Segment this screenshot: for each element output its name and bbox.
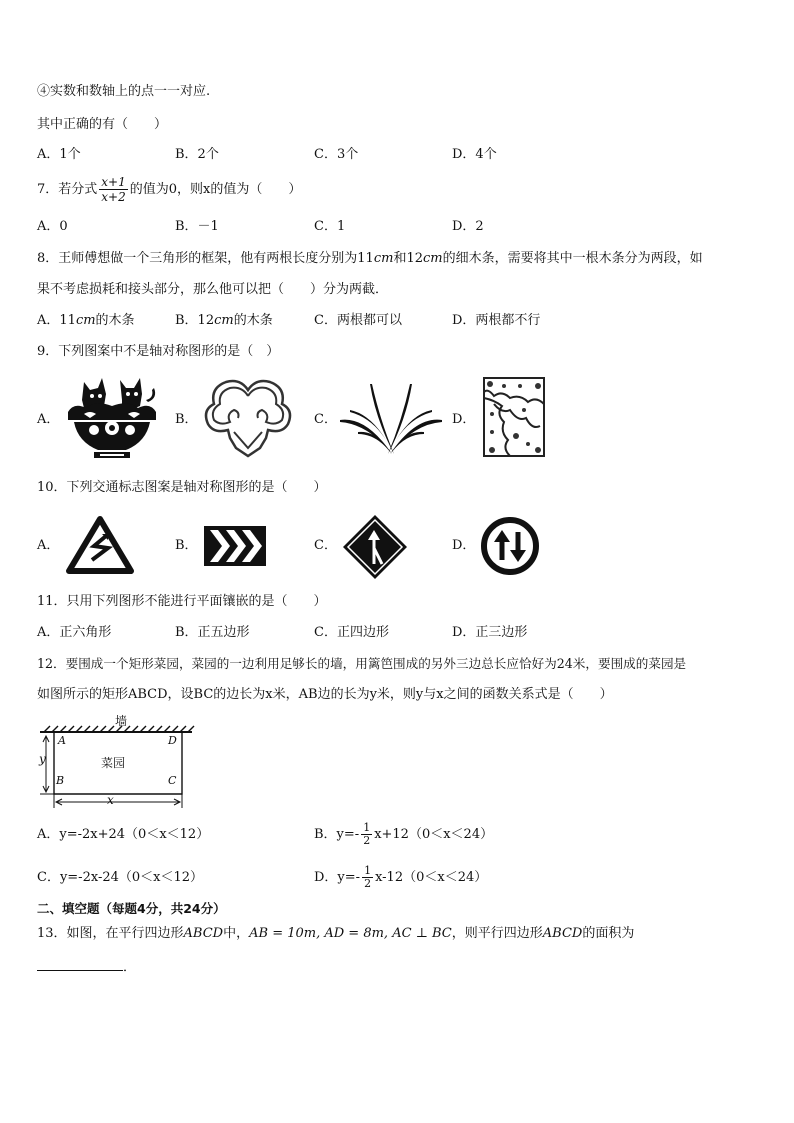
q12-opt-b-num: 1 xyxy=(363,821,371,834)
q10-stem: 10．下列交通标志图案是轴对称图形的是（ ） xyxy=(37,480,327,495)
q11-option-d: D．正三边形 xyxy=(452,625,528,640)
q12-opt-d-post: x-12（0＜x＜24） xyxy=(375,870,488,885)
q12-opt-b-post: x+12（0＜x＜24） xyxy=(374,827,494,842)
q13-mid-2: ，则平行四边形 xyxy=(451,926,543,941)
q12-option-b xyxy=(314,818,493,852)
q11-option-a: A．正六角形 xyxy=(37,625,112,640)
q8-option-a xyxy=(37,312,135,330)
q8-line2: 果不考虑损耗和接头部分，那么他可以把（ ）分为两截． xyxy=(37,282,389,297)
q13-answer-blank[interactable] xyxy=(37,958,123,971)
q7-frac-num: x+1 xyxy=(101,175,126,189)
q9-stem: 9．下列图案中不是轴对称图形的是（ ） xyxy=(37,344,280,359)
q8-text-b: 和12 xyxy=(393,251,423,266)
q12-option-d xyxy=(314,861,487,895)
wall-label: 墙 xyxy=(115,714,128,728)
q8-opt-a-unit: cm xyxy=(75,313,96,328)
vertex-d-label: D xyxy=(168,734,177,747)
q9-label-a: A． xyxy=(37,412,60,427)
q13-condition: AB = 10m, AD = 8m, AC ⊥ BC xyxy=(249,926,452,941)
q13-end: ． xyxy=(123,960,137,975)
q8-option-d: D．两根都不行 xyxy=(452,313,541,328)
q8-line1 xyxy=(37,250,703,268)
q6-option-a: A．1个 xyxy=(37,147,81,162)
q12-opt-b-fraction xyxy=(361,822,372,847)
two-way-traffic-sign-icon xyxy=(480,516,540,576)
q8-text-c: 的细木条，需要将其中一根木条分为两段，如 xyxy=(442,251,703,266)
q7-option-b: B．－1 xyxy=(175,219,219,234)
q13-post: 的面积为 xyxy=(582,926,635,941)
q11-stem: 11．只用下列图形不能进行平面镶嵌的是（ ） xyxy=(37,594,327,609)
q7-fraction xyxy=(99,175,127,204)
q9-label-c: C． xyxy=(314,412,337,427)
q13-mid-1: 中， xyxy=(223,926,250,941)
corner-ornament-icon xyxy=(480,374,548,460)
q12-opt-d-num: 1 xyxy=(364,864,372,877)
q8-opt-a-post: 的木条 xyxy=(95,313,135,328)
q8-unit-2: cm xyxy=(422,251,443,266)
q8-option-c: C．两根都可以 xyxy=(314,313,402,328)
q7-suffix: 的值为0，则x的值为（ ） xyxy=(129,182,302,197)
q7-option-c: C．1 xyxy=(314,219,346,234)
q12-opt-d-fraction xyxy=(362,865,373,890)
q7-prefix: 7．若分式 xyxy=(37,182,98,197)
q12-option-a: A．y=-2x+24（0＜x＜12） xyxy=(37,827,210,842)
q7-option-d: D．2 xyxy=(452,219,484,234)
q9-label-b: B． xyxy=(175,412,198,427)
q8-option-b xyxy=(175,312,273,330)
vertex-c-label: C xyxy=(168,774,177,787)
q11-option-c: C．正四边形 xyxy=(314,625,389,640)
q10-label-b: B． xyxy=(175,538,198,553)
q13-abcd-1: ABCD xyxy=(183,926,224,941)
q6-item4: ④实数和数轴上的点一一对应. xyxy=(37,84,211,99)
q12-opt-d-den: 2 xyxy=(364,877,372,890)
chevron-arrows-sign-icon xyxy=(204,526,266,566)
q9-label-d: D． xyxy=(452,412,476,427)
q13-answer-line xyxy=(37,958,136,977)
vertex-b-label: B xyxy=(56,774,65,787)
cloud-pattern-icon xyxy=(200,376,296,460)
section-heading: 二、填空题（每题4分，共24分） xyxy=(37,901,226,916)
q8-unit-1: cm xyxy=(373,251,394,266)
q12-opt-b-pre: B．y=- xyxy=(314,827,360,842)
q12-line2: 如图所示的矩形ABCD，设BC的边长为x米，AB边的长为y米，则y与x之间的函数关系式是（ ） xyxy=(37,687,613,702)
q6-option-b: B．2个 xyxy=(175,147,219,162)
q13-abcd-2: ABCD xyxy=(542,926,583,941)
vertex-a-label: A xyxy=(58,734,66,747)
crossed-blades-icon xyxy=(336,380,446,456)
x-label: x xyxy=(107,793,114,807)
merge-diamond-sign-icon xyxy=(342,514,408,580)
q6-stem: 其中正确的有（ ） xyxy=(37,117,168,132)
warning-triangle-icon xyxy=(66,516,134,574)
garden-label: 菜园 xyxy=(101,756,126,770)
q7-option-a: A．0 xyxy=(37,219,68,234)
cats-papercut-icon xyxy=(64,372,160,460)
q7-stem xyxy=(37,172,301,208)
q12-line1: 12．要围成一个矩形菜园，菜园的一边利用足够长的墙，用篱笆围成的另外三边总长应恰好为24米，要围成的菜园是 xyxy=(37,656,687,671)
q8-opt-a-pre: A．11 xyxy=(37,313,76,328)
q13-pre: 13．如图，在平行四边形 xyxy=(37,926,184,941)
q6-option-c: C．3个 xyxy=(314,147,359,162)
q10-label-d: D． xyxy=(452,538,476,553)
q7-frac-den: x+2 xyxy=(101,190,126,204)
q8-text-a: 8．王师傅想做一个三角形的框架，他有两根长度分别为11 xyxy=(37,251,374,266)
q12-opt-d-pre: D．y=- xyxy=(314,870,361,885)
q13-stem xyxy=(37,925,634,943)
q8-opt-b-post: 的木条 xyxy=(233,313,273,328)
q12-option-c: C．y=-2x-24（0＜x＜12） xyxy=(37,870,204,885)
q10-label-c: C． xyxy=(314,538,337,553)
q8-opt-b-unit: cm xyxy=(214,313,234,328)
q12-opt-b-den: 2 xyxy=(363,834,371,847)
q6-option-d: D．4个 xyxy=(452,147,497,162)
q10-label-a: A． xyxy=(37,538,60,553)
y-label: y xyxy=(39,752,46,766)
q11-option-b: B．正五边形 xyxy=(175,625,250,640)
q8-opt-b-pre: B．12 xyxy=(175,313,215,328)
